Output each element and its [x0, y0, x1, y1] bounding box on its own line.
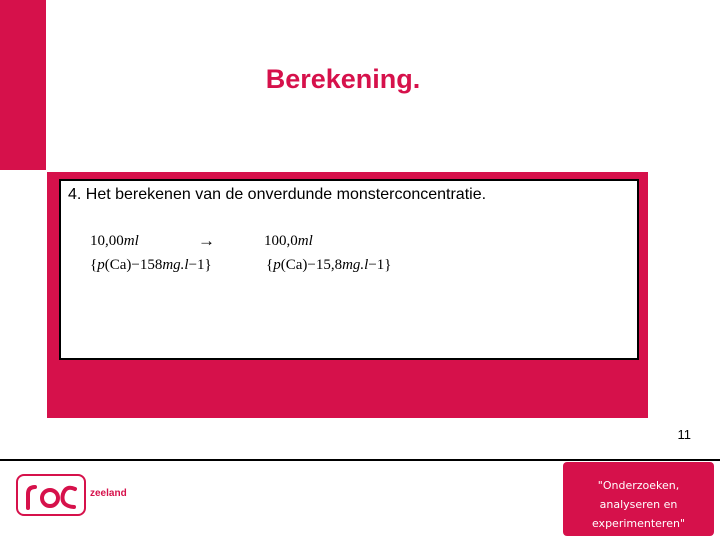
slogan-box	[563, 462, 714, 536]
left-conc-ca: (Ca)	[104, 257, 132, 273]
right-conc-open: {	[266, 257, 274, 273]
footer-divider	[0, 459, 720, 461]
right-conc-close: −1}	[368, 257, 392, 273]
right-conc-unit: mg.l	[342, 257, 369, 273]
left-conc-close: −1}	[188, 257, 212, 273]
logo-region-text: zeeland	[90, 488, 127, 499]
slogan-line-3: experimenteren"	[591, 517, 686, 530]
arrow: →	[198, 231, 215, 250]
left-volume-unit: ml	[123, 233, 139, 249]
content-heading: 4. Het berekenen van de onverdunde monsterconcentratie.	[68, 186, 487, 203]
right-conc-value: −15,8	[307, 257, 343, 273]
right-volume-value: 100,0	[264, 233, 298, 249]
right-conc-ca: (Ca)	[280, 257, 308, 273]
roc-logo-icon	[16, 474, 86, 516]
content-box	[59, 179, 639, 360]
slogan-line-2: analyseren en	[599, 498, 678, 511]
slide-number: 11	[677, 427, 691, 442]
left-concentration	[90, 257, 212, 274]
right-concentration	[266, 257, 392, 274]
right-volume-unit: ml	[297, 233, 313, 249]
left-conc-open: {	[90, 257, 98, 273]
slide-title: Berekening.	[265, 64, 421, 94]
left-conc-p: p	[97, 257, 105, 273]
left-volume	[90, 233, 139, 250]
left-conc-unit: mg.l	[162, 257, 189, 273]
left-volume-value: 10,00	[90, 233, 124, 249]
slogan-line-1: "Onderzoeken,	[597, 479, 680, 492]
right-conc-p: p	[273, 257, 281, 273]
right-volume	[264, 233, 313, 250]
left-conc-value: −158	[131, 257, 163, 273]
